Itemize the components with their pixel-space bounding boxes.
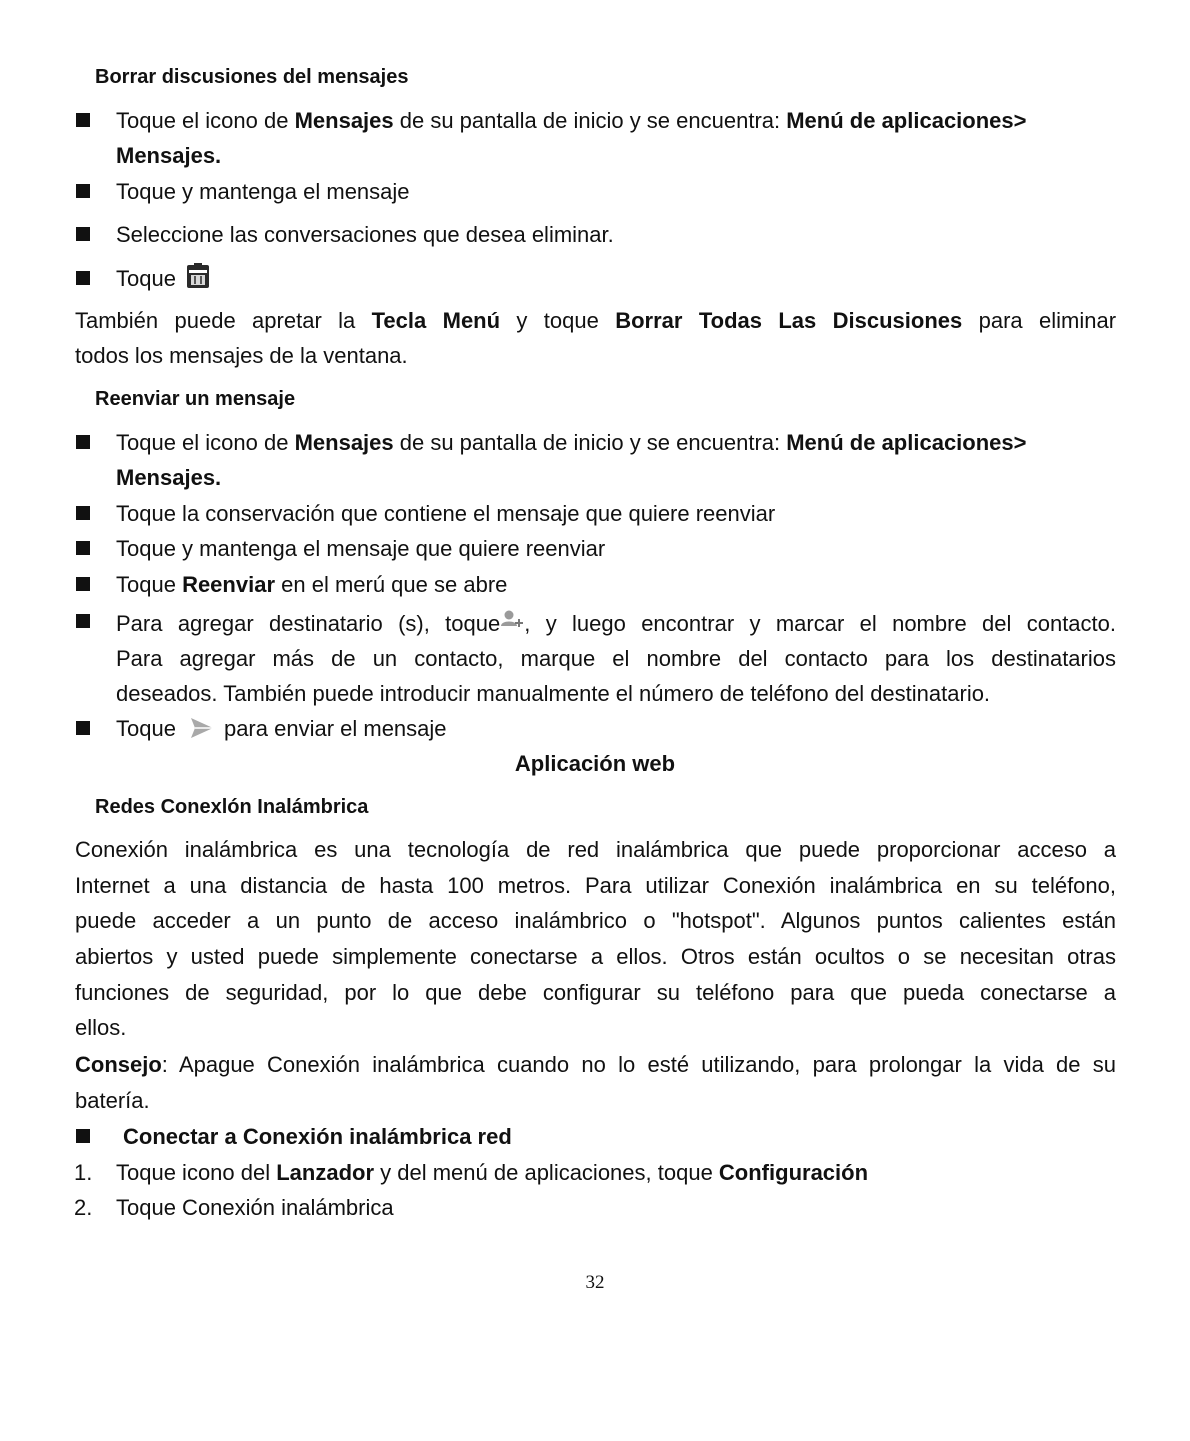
bullet-square-icon xyxy=(76,721,90,735)
bullet-item: Toque para enviar el mensaje xyxy=(116,711,1116,749)
paragraph-line: Conexión inalámbrica es una tecnología de red inalámbrica que puede proporcionar acceso a xyxy=(75,837,1116,862)
bullet-item: Toque y mantenga el mensaje xyxy=(116,174,1116,209)
add-contact-icon xyxy=(500,604,524,639)
paragraph-line: funciones de seguridad, por lo que debe configurar su teléfono para que pueda conectarse a xyxy=(75,980,1116,1005)
paragraph-line: puede acceder a un punto de acceso inalámbrico o "hotspot". Algunos puntos calientes están xyxy=(75,908,1116,933)
bullet-item: Toque y mantenga el mensaje que quiere reenviar xyxy=(116,531,1116,566)
paragraph-line: abiertos y usted puede simplemente conectarse a ellos. Otros están ocultos o se necesitan otras xyxy=(75,944,1116,969)
section-title: Aplicación web xyxy=(514,751,676,776)
bullet-square-icon xyxy=(76,541,90,555)
bullet-item: Para agregar destinatario (s), toque , y luego encontrar y marcar el nombre del contacto. Para agregar más de un contacto, marque el nombre del contacto para los destinatarios deseados. También puede introducir manualmente el número de teléfono del destinatario. xyxy=(116,604,1116,711)
tip-line: batería. xyxy=(75,1088,150,1113)
bullet-item: Toque Reenviar en el merú que se abre xyxy=(116,567,1116,602)
section-heading-delete: Borrar discusiones del mensajes xyxy=(95,66,409,88)
tip-line: Consejo: Apague Conexión inalámbrica cuando no lo esté utilizando, para prolongar la vida de su xyxy=(75,1052,1116,1077)
paragraph-line: todos los mensajes de la ventana. xyxy=(75,343,408,368)
trash-icon xyxy=(186,263,210,299)
bullet-square-icon xyxy=(76,271,90,285)
bullet-item: Toque la conservación que contiene el mensaje que quiere reenviar xyxy=(116,496,1116,531)
bullet-square-icon xyxy=(76,113,90,127)
bullet-item: Toque el icono de Mensajes de su pantalla de inicio y se encuentra: Menú de aplicaciones> Mensajes. xyxy=(116,425,1116,495)
paragraph-line: ellos. xyxy=(75,1015,127,1040)
bullet-square-icon xyxy=(76,227,90,241)
bullet-square-icon xyxy=(76,1129,90,1143)
bullet-heading: Conectar a Conexión inalámbrica red xyxy=(116,1119,1116,1154)
section-heading-forward: Reenviar un mensaje xyxy=(95,388,296,410)
bullet-item: Seleccione las conversaciones que desea eliminar. xyxy=(116,217,1116,252)
bullet-item: Toque xyxy=(116,261,1116,299)
bullet-item: Toque el icono de Mensajes de su pantalla de inicio y se encuentra: Menú de aplicaciones> Mensajes. xyxy=(116,103,1116,173)
section-heading-wireless: Redes Conexlón Inalámbrica xyxy=(95,796,369,818)
paragraph-line: Internet a una distancia de hasta 100 metros. Para utilizar Conexión inalámbrica en su teléfono, xyxy=(75,873,1116,898)
numbered-step: 2. Toque Conexión inalámbrica xyxy=(74,1195,394,1220)
paragraph-line: También puede apretar la Tecla Menú y toque Borrar Todas Las Discusiones para eliminar xyxy=(75,308,1117,333)
page-number: 32 xyxy=(585,1272,605,1293)
numbered-step: 1. Toque icono del Lanzador y del menú de aplicaciones, toque Configuración xyxy=(74,1160,869,1185)
bullet-square-icon xyxy=(76,506,90,520)
bullet-square-icon xyxy=(76,614,90,628)
bullet-square-icon xyxy=(76,577,90,591)
send-icon xyxy=(190,714,214,749)
bullet-square-icon xyxy=(76,184,90,198)
bullet-square-icon xyxy=(76,435,90,449)
